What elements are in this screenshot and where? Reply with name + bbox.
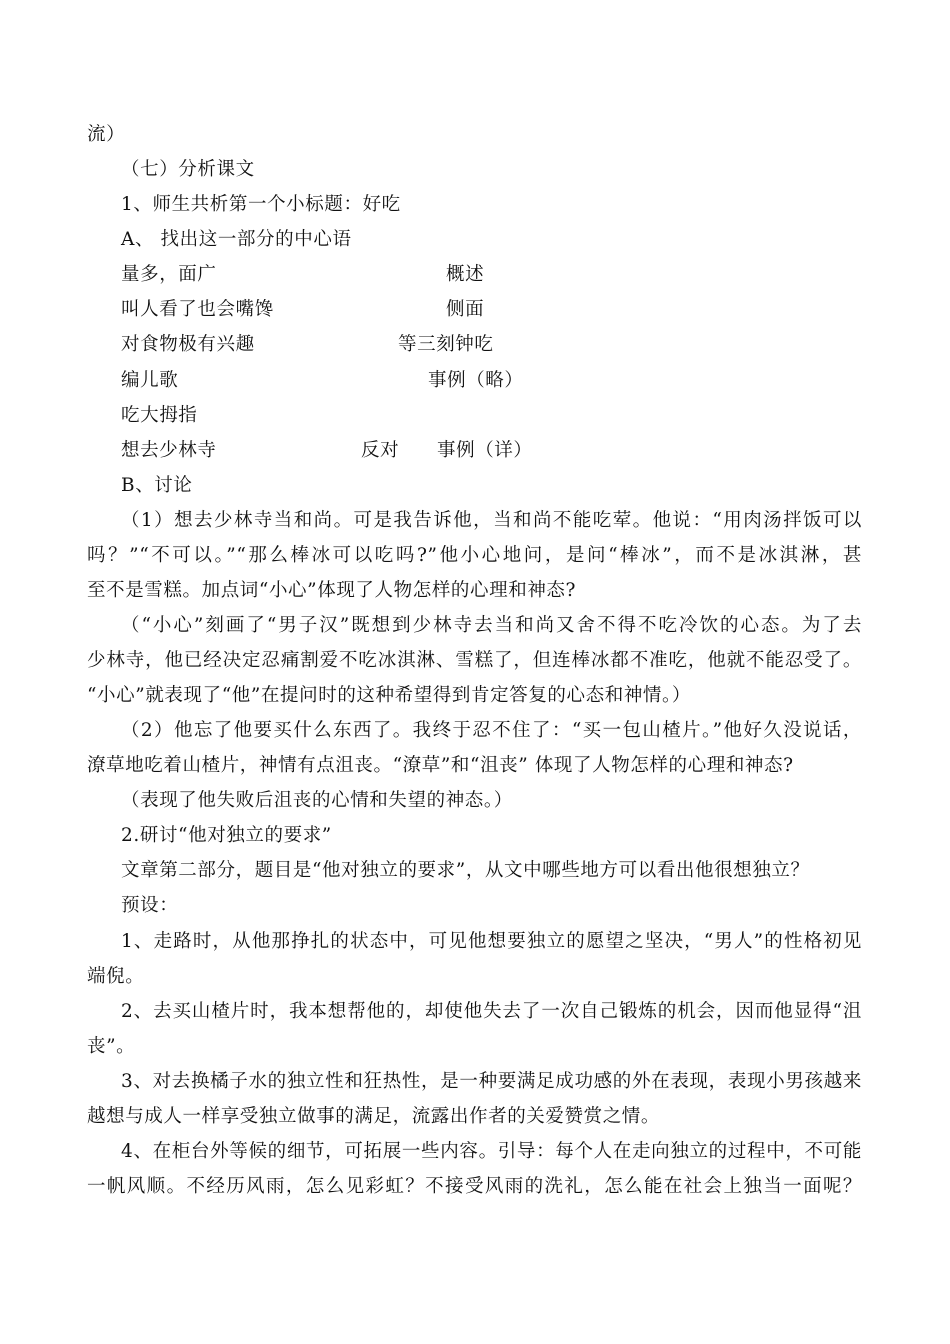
outline-item: 编儿歌 [121,370,179,391]
paragraph-line: 一帆风顺。不经历风雨，怎么见彩虹？不接受风雨的洗礼，怎么能在社会上独当一面呢？ [87,1176,862,1197]
paragraph-line: “小心”就表现了“他”在提问时的这种希望得到肯定答复的心态和神情。） [87,685,691,706]
paragraph-line: 端倪。 [87,966,145,987]
outline-item: 想去少林寺 [121,440,217,461]
outline-note: 反对 [361,440,400,461]
paragraph-line: （2）他忘了他要买什么东西了。我终于忍不住了：“买一包山楂片。”他好久没说话， [121,720,862,741]
paragraph-line: 预设： [121,895,179,916]
section-heading: （七）分析课文 [121,159,255,180]
paragraph-line: 越想与成人一样享受独立做事的满足，流露出作者的关爱赞赏之情。 [87,1106,661,1127]
subheading: A、 找出这一部分的中心语 [121,229,352,250]
paragraph-line: 吗？”“不可以。”“那么棒冰可以吃吗?”他小心地问，是问“棒冰”，而不是冰淇淋，甚 [87,545,862,566]
paragraph-line: 4、在柜台外等候的细节，可拓展一些内容。引导：每个人在走向独立的过程中，不可能 [121,1141,862,1162]
paragraph-line: 少林寺，他已经决定忍痛割爱不吃冰淇淋、雪糕了，但连棒冰都不准吃，他就不能忍受了。 [87,650,862,671]
text-line: 流） [87,124,126,145]
paragraph-line: （1）想去少林寺当和尚。可是我告诉他，当和尚不能吃荤。他说：“用肉汤拌饭可以 [121,510,862,531]
outline-note: 事例（详） [437,440,533,461]
outline-item: 对食物极有兴趣 [121,334,255,355]
outline-item: 量多，面广 [121,264,217,285]
paragraph-line: 2、去买山楂片时，我本想帮他的，却使他失去了一次自己锻炼的机会，因而他显得“沮 [121,1001,862,1022]
paragraph-line: 文章第二部分，题目是“他对独立的要求”，从文中哪些地方可以看出他很想独立？ [121,860,810,881]
outline-note: 等三刻钟吃 [398,334,494,355]
paragraph-line: 至不是雪糕。加点词“小心”体现了人物怎样的心理和神态? [87,580,577,601]
paragraph-line: 丧”。 [87,1036,136,1057]
outline-item: 吃大拇指 [121,405,198,426]
outline-item: 叫人看了也会嘴馋 [121,299,274,320]
paragraph-line: （“小心”刻画了“男子汉”既想到少林寺去当和尚又舍不得不吃冷饮的心态。为了去 [121,615,862,636]
paragraph-line: （表现了他失败后沮丧的心情和失望的神态。） [121,790,513,811]
paragraph-line: 3、对去换橘子水的独立性和狂热性，是一种要满足成功感的外在表现，表现小男孩越来 [121,1071,862,1092]
paragraph-line: 1、走路时，从他那挣扎的状态中，可见他想要独立的愿望之坚决，“男人”的性格初见 [121,931,862,952]
subheading: 1、师生共析第一个小标题：好吃 [121,194,401,215]
outline-note: 侧面 [446,299,485,320]
outline-note: 事例（略） [428,370,524,391]
subheading: B、讨论 [121,475,193,496]
outline-note: 概述 [446,264,485,285]
subheading: 2.研讨“他对独立的要求” [121,825,332,846]
paragraph-line: 潦草地吃着山楂片，神情有点沮丧。“潦草”和“沮丧” 体现了人物怎样的心理和神态? [87,755,794,776]
